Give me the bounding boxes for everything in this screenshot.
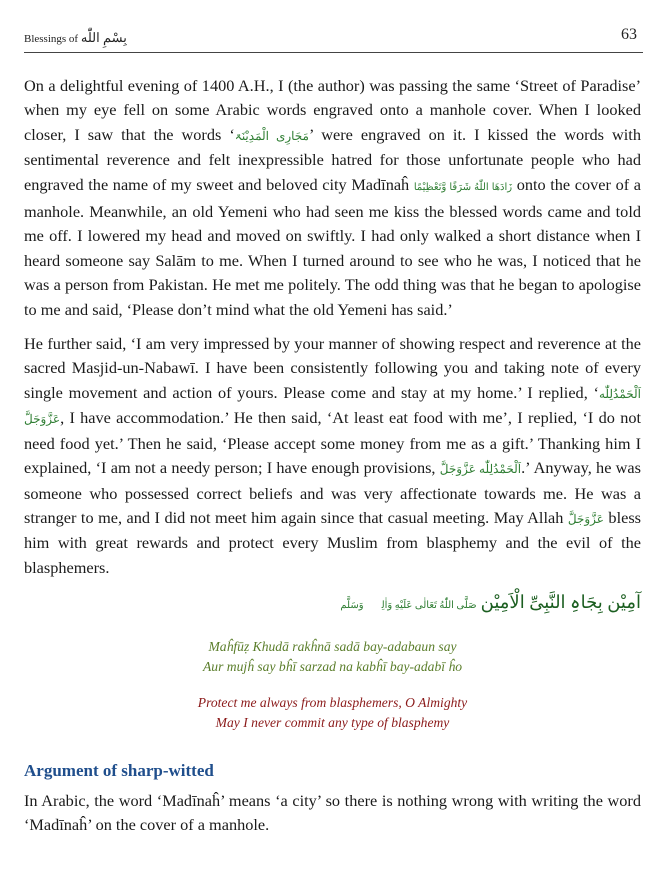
paragraph-1	[24, 74, 641, 322]
poem-line: Maĥfūẓ Khudā rakĥnā sadā bay-adabaun say	[208, 638, 457, 654]
page-header	[24, 28, 643, 52]
dua-salutation: صَلَّى اللّٰهُ تَعَالٰى عَلَيْهِ وَاٰلِهٖ وَسَلَّم	[340, 600, 477, 612]
page-body	[24, 74, 641, 848]
section-heading: Argument of sharp-witted	[24, 760, 214, 780]
dua-line	[24, 590, 641, 618]
running-title	[24, 30, 127, 46]
poem-transliteration	[24, 637, 641, 677]
running-title-text: Blessings of	[24, 33, 79, 45]
paragraph-2	[24, 332, 641, 580]
poem-line: Aur mujĥ say bĥī sarzad na kabĥī bay-adabī ĥo	[202, 658, 463, 674]
p1-text-c: onto the cover of a manhole. Meanwhile, an old Yemeni who had seen me kiss the blessed words came and told me off. I lowered my head and moved on swiftly. I had only walked a short distance when I heard someone say Salām to me. When I turned around to see who he was, I noticed that he was a person from Pakistan. He met me politely. The odd thing was that he began to apologise to me and said, ‘Please don’t mind what the old Yemeni has said.’	[24, 174, 641, 319]
arabic-honorific: اَلْحَمْدُلِلّٰه عَزَّوَجَلَّ	[439, 462, 522, 477]
p2-text-c: .’ Anyway, he was someone who possessed correct beliefs and was very affectionate towards me. He was a stranger to me, and I did not meet him again since that casual meeting. May Allah	[24, 458, 641, 527]
arabic-inline: مَجَارِی الْمَدِیْنَۃ	[234, 128, 309, 143]
dua-text: آمِیْن بِجَاہِ النَّبِیِّ الْاَمِیْن	[480, 592, 641, 613]
running-title-arabic: بِسْمِ اللّٰه	[80, 30, 127, 45]
arabic-honorific: عَزَّوَجَلَّ	[567, 511, 604, 526]
page-number: 63	[621, 26, 637, 43]
arabic-honorific: زَادَهَا اللّٰهُ شَرَفًا وَّتَعْظِيْمًا	[413, 181, 513, 193]
arabic-honorific: اَلْحَمْدُلِلّٰه عَزَّوَجَلَّ	[24, 386, 641, 427]
p2-text-b: , I have accommodation.’ He then said, ‘At least eat food with me’, I replied, ‘I do not need food yet.’ Then he said, ‘Please accept some money from me as a gift.’ Thanking him I explained, ‘I am not a needy person; I have enough provisions,	[24, 408, 641, 478]
p1-text-b: ’ were engraved on it. I kissed the words with sentimental reverence and felt inexpressible hatred for those unfortunate people who had engraved the name of my sweet and beloved city Madīnaĥ	[24, 124, 641, 194]
poem-line: May I never commit any type of blasphemy	[215, 714, 450, 730]
poem-translation	[24, 693, 641, 733]
p1-text-a: On a delightful evening of 1400 A.H., I (the author) was passing the same ‘Street of Paradise’ when my eye fell on some Arabic words engraved onto a manhole cover. When I looked closer, I saw that the words ‘	[24, 76, 641, 144]
section-paragraph: In Arabic, the word ‘Madīnaĥ’ means ‘a city’ so there is nothing wrong with writing the word ‘Madīnaĥ’ on the cover of a manhole.	[24, 790, 641, 835]
p2-text-a: He further said, ‘I am very impressed by your manner of showing respect and reverence at the sacred Masjid-un-Nabawī. I have been consistently following you and taking note of every single movement and action of yours. Please come and stay at my home.’ I replied, ‘	[24, 334, 641, 402]
p2-text-d: bless him with great rewards and protect every Muslim from blasphemy and the evil of the blasphemers.	[24, 507, 641, 577]
poem-line: Protect me always from blasphemers, O Almighty	[197, 694, 468, 710]
header-divider	[24, 52, 643, 53]
